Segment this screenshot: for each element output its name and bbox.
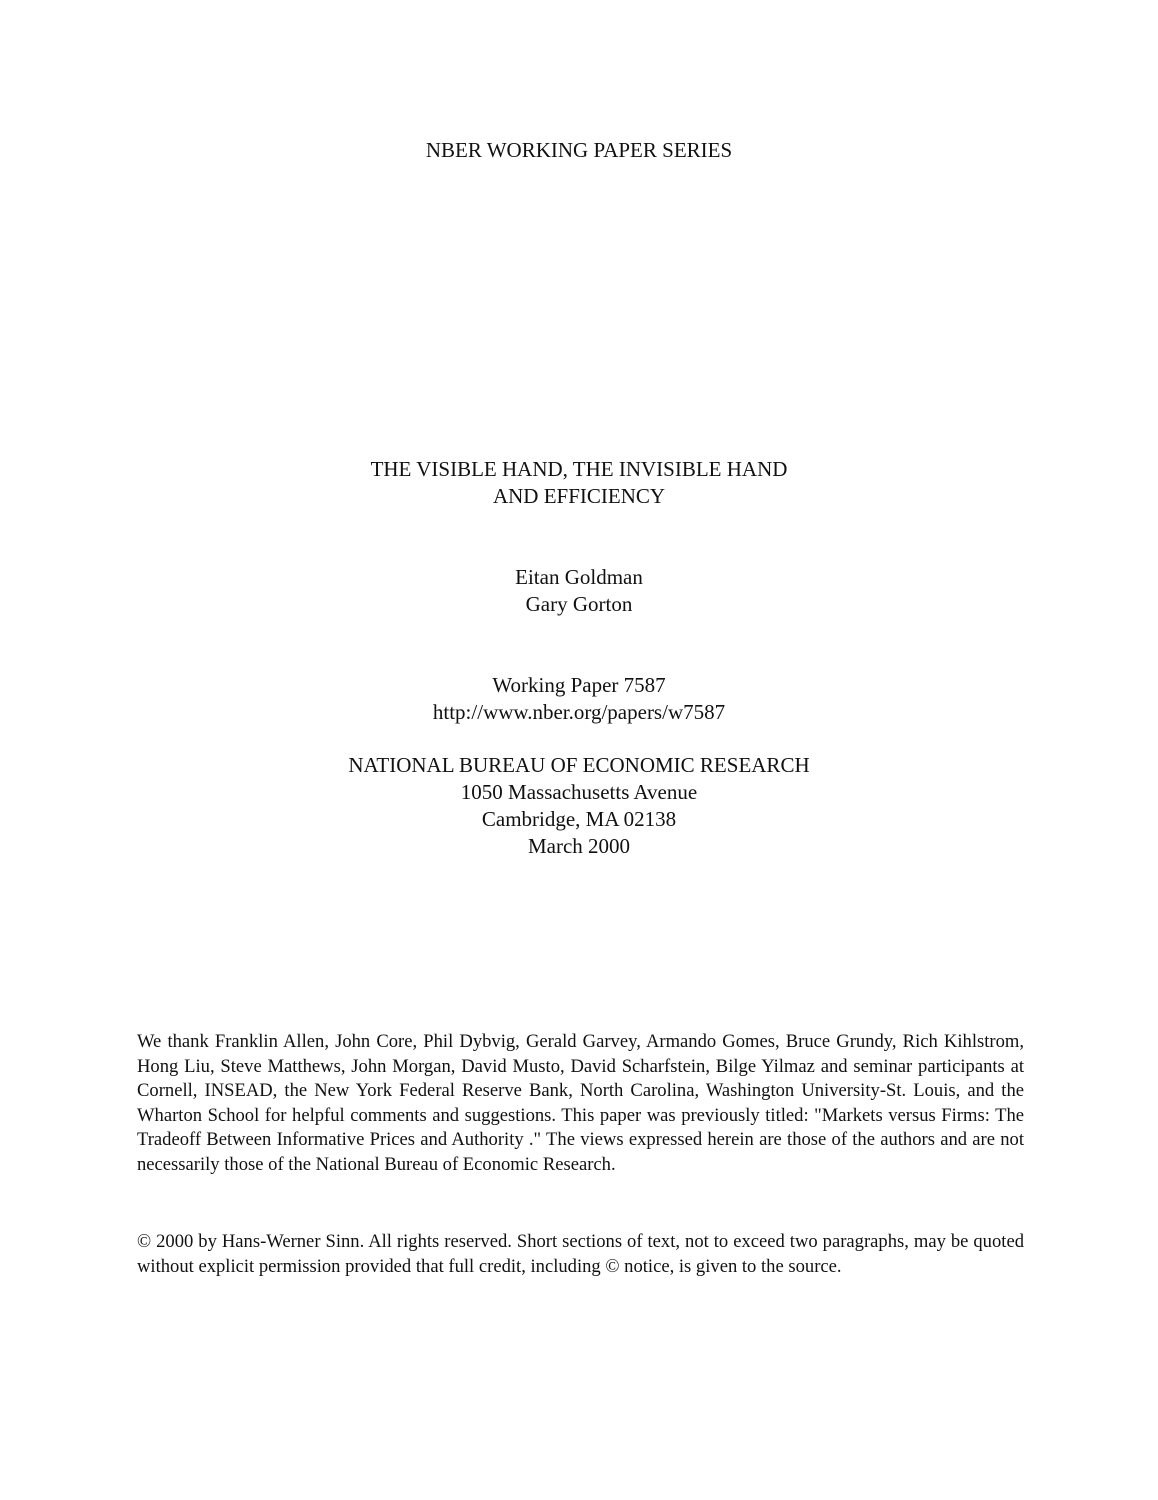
author-2: Gary Gorton bbox=[525, 592, 633, 616]
title-line-1: THE VISIBLE HAND, THE INVISIBLE HAND bbox=[370, 457, 788, 481]
author-1: Eitan Goldman bbox=[515, 565, 643, 589]
publisher-address-street: 1050 Massachusetts Avenue bbox=[460, 780, 698, 804]
series-header: NBER WORKING PAPER SERIES bbox=[425, 138, 733, 162]
publisher-address-city: Cambridge, MA 02138 bbox=[481, 807, 677, 831]
publication-date: March 2000 bbox=[527, 834, 631, 858]
title-line-2: AND EFFICIENCY bbox=[492, 484, 666, 508]
acknowledgments-paragraph: We thank Franklin Allen, John Core, Phil Dybvig, Gerald Garvey, Armando Gomes, Bruce Grundy, Rich Kihlstrom, Hong Liu, Steve Matthews, John Morgan, David Musto, David Scharfstein, Bilge Yilmaz and seminar participants at Cornell, INSEAD, the New York Federal Reserve Bank, North Carolina, Washington University-St. Louis, and the Wharton School for helpful comments and suggestions. This paper was previously titled: "Markets versus Firms: The Tradeoff Between Informative Prices and Authority ." The views expressed herein are those of the authors and are not necessarily those of the National Bureau of Economic Research. bbox=[137, 1031, 1024, 1175]
paper-url: http://www.nber.org/papers/w7587 bbox=[432, 700, 726, 724]
publisher-name: NATIONAL BUREAU OF ECONOMIC RESEARCH bbox=[348, 753, 810, 777]
working-paper-number: Working Paper 7587 bbox=[492, 673, 666, 697]
copyright-notice: © 2000 by Hans-Werner Sinn. All rights reserved. Short sections of text, not to exceed two paragraphs, may be quoted without explicit permission provided that full credit, including © notice, is given to the source. bbox=[137, 1231, 1024, 1277]
